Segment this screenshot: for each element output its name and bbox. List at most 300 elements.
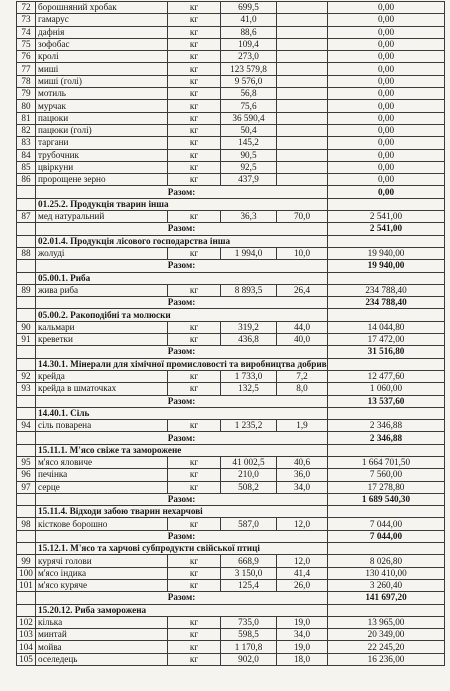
table-row — [17, 88, 445, 100]
item-price: 44,0 — [277, 321, 328, 333]
subtotal-sum: 13 537,60 — [328, 395, 445, 407]
section-blank — [17, 272, 36, 284]
item-sum: 0,00 — [328, 2, 445, 14]
subtotal-blank — [17, 395, 36, 407]
item-unit: кг — [168, 211, 221, 223]
item-unit: кг — [168, 555, 221, 567]
item-price: 10,0 — [277, 247, 328, 259]
row-number: 102 — [17, 616, 36, 628]
item-sum: 13 965,00 — [328, 616, 445, 628]
item-unit: кг — [168, 284, 221, 296]
item-price — [277, 88, 328, 100]
section-header-row — [17, 198, 445, 210]
row-number: 82 — [17, 124, 36, 136]
table-row — [17, 112, 445, 124]
table-row — [17, 174, 445, 186]
item-price — [277, 137, 328, 149]
item-sum: 0,00 — [328, 112, 445, 124]
subtotal-label: Разом: — [36, 395, 328, 407]
item-sum: 2 541,00 — [328, 211, 445, 223]
item-price: 40,0 — [277, 334, 328, 346]
item-price: 12,0 — [277, 555, 328, 567]
table-row — [17, 383, 445, 395]
item-quantity: 125,4 — [221, 579, 277, 591]
item-name: м'ясо яловиче — [36, 456, 168, 468]
subtotal-label: Разом: — [36, 186, 328, 198]
item-unit: кг — [168, 641, 221, 653]
item-sum: 20 349,00 — [328, 629, 445, 641]
subtotal-blank — [17, 223, 36, 235]
item-quantity: 123 579,8 — [221, 63, 277, 75]
item-sum: 3 260,40 — [328, 579, 445, 591]
subtotal-row — [17, 530, 445, 542]
item-price — [277, 124, 328, 136]
item-price: 26,0 — [277, 579, 328, 591]
item-unit: кг — [168, 2, 221, 14]
section-blank — [17, 543, 36, 555]
item-price: 36,0 — [277, 469, 328, 481]
item-quantity: 56,8 — [221, 88, 277, 100]
table-row — [17, 616, 445, 628]
table-row — [17, 321, 445, 333]
section-blank — [17, 506, 36, 518]
item-quantity: 8 893,5 — [221, 284, 277, 296]
item-unit: кг — [168, 247, 221, 259]
subtotal-sum: 2 346,88 — [328, 432, 445, 444]
item-price — [277, 100, 328, 112]
subtotal-blank — [17, 297, 36, 309]
row-number: 91 — [17, 334, 36, 346]
subtotal-label: Разом: — [36, 432, 328, 444]
row-number: 100 — [17, 567, 36, 579]
subtotal-sum: 31 516,80 — [328, 346, 445, 358]
item-price: 1,9 — [277, 420, 328, 432]
section-title: 15.12.1. М'ясо та харчові субпродукти свійської птиці — [36, 543, 328, 555]
row-number: 103 — [17, 629, 36, 641]
subtotal-sum: 141 697,20 — [328, 592, 445, 604]
item-name: сіль поварена — [36, 420, 168, 432]
item-price — [277, 38, 328, 50]
item-quantity: 437,9 — [221, 174, 277, 186]
item-unit: кг — [168, 124, 221, 136]
section-sum-blank — [328, 604, 445, 616]
item-quantity: 50,4 — [221, 124, 277, 136]
item-unit: кг — [168, 616, 221, 628]
table-row — [17, 629, 445, 641]
item-name: серце — [36, 481, 168, 493]
item-sum: 8 026,80 — [328, 555, 445, 567]
table-row — [17, 51, 445, 63]
row-number: 95 — [17, 456, 36, 468]
row-number: 94 — [17, 420, 36, 432]
item-unit: кг — [168, 161, 221, 173]
row-number: 75 — [17, 38, 36, 50]
subtotal-blank — [17, 530, 36, 542]
item-quantity: 1 235,2 — [221, 420, 277, 432]
item-sum: 12 477,60 — [328, 370, 445, 382]
item-price: 26,4 — [277, 284, 328, 296]
item-quantity: 145,2 — [221, 137, 277, 149]
item-unit: кг — [168, 100, 221, 112]
subtotal-sum: 2 541,00 — [328, 223, 445, 235]
table-row — [17, 579, 445, 591]
table-row — [17, 26, 445, 38]
item-price — [277, 2, 328, 14]
item-price: 12,0 — [277, 518, 328, 530]
section-blank — [17, 358, 36, 370]
item-name: мурчак — [36, 100, 168, 112]
subtotal-blank — [17, 493, 36, 505]
section-header-row — [17, 272, 445, 284]
row-number: 88 — [17, 247, 36, 259]
item-name: жива риба — [36, 284, 168, 296]
item-sum: 16 236,00 — [328, 653, 445, 665]
row-number: 96 — [17, 469, 36, 481]
item-price — [277, 51, 328, 63]
item-name: миші (голі) — [36, 75, 168, 87]
table-row — [17, 63, 445, 75]
item-quantity: 88,6 — [221, 26, 277, 38]
section-title: 05.00.2. Ракоподібні та молюски — [36, 309, 328, 321]
item-name: мед натуральний — [36, 211, 168, 223]
subtotal-sum: 7 044,00 — [328, 530, 445, 542]
table-row — [17, 2, 445, 14]
section-header-row — [17, 444, 445, 456]
section-title: 14.30.1. Мінерали для хімічної промисловості та виробництва добрив — [36, 358, 328, 370]
table-row — [17, 137, 445, 149]
item-unit: кг — [168, 14, 221, 26]
row-number: 83 — [17, 137, 36, 149]
item-unit: кг — [168, 579, 221, 591]
item-price — [277, 75, 328, 87]
item-unit: кг — [168, 383, 221, 395]
row-number: 101 — [17, 579, 36, 591]
subtotal-sum: 0,00 — [328, 186, 445, 198]
row-number: 84 — [17, 149, 36, 161]
item-price — [277, 174, 328, 186]
table-row — [17, 149, 445, 161]
item-quantity: 587,0 — [221, 518, 277, 530]
item-sum: 0,00 — [328, 149, 445, 161]
table-row — [17, 469, 445, 481]
section-title: 14.40.1. Сіль — [36, 407, 328, 419]
item-name: жолуді — [36, 247, 168, 259]
section-title: 01.25.2. Продукція тварин інша — [36, 198, 328, 210]
row-number: 80 — [17, 100, 36, 112]
item-unit: кг — [168, 149, 221, 161]
section-header-row — [17, 407, 445, 419]
item-name: кілька — [36, 616, 168, 628]
subtotal-blank — [17, 432, 36, 444]
item-name: кісткове борошно — [36, 518, 168, 530]
item-name: мойва — [36, 641, 168, 653]
item-quantity: 36 590,4 — [221, 112, 277, 124]
item-name: м'ясо куряче — [36, 579, 168, 591]
section-blank — [17, 407, 36, 419]
item-sum: 0,00 — [328, 38, 445, 50]
item-unit: кг — [168, 174, 221, 186]
item-unit: кг — [168, 112, 221, 124]
goods-table — [16, 1, 445, 666]
table-row — [17, 641, 445, 653]
subtotal-label: Разом: — [36, 297, 328, 309]
row-number: 99 — [17, 555, 36, 567]
item-sum: 1 664 701,50 — [328, 456, 445, 468]
item-quantity: 109,4 — [221, 38, 277, 50]
subtotal-label: Разом: — [36, 592, 328, 604]
item-price: 70,0 — [277, 211, 328, 223]
item-quantity: 699,5 — [221, 2, 277, 14]
item-price — [277, 112, 328, 124]
item-quantity: 132,5 — [221, 383, 277, 395]
item-name: мотиль — [36, 88, 168, 100]
item-name: курячі голови — [36, 555, 168, 567]
item-quantity: 75,6 — [221, 100, 277, 112]
subtotal-row — [17, 493, 445, 505]
item-name: креветки — [36, 334, 168, 346]
item-unit: кг — [168, 481, 221, 493]
item-sum: 2 346,88 — [328, 420, 445, 432]
row-number: 73 — [17, 14, 36, 26]
item-name: гамарус — [36, 14, 168, 26]
item-quantity: 735,0 — [221, 616, 277, 628]
item-unit: кг — [168, 63, 221, 75]
section-title: 15.11.1. М'ясо свіже та заморожене — [36, 444, 328, 456]
row-number: 105 — [17, 653, 36, 665]
subtotal-sum: 1 689 540,30 — [328, 493, 445, 505]
row-number: 87 — [17, 211, 36, 223]
item-quantity: 92,5 — [221, 161, 277, 173]
section-sum-blank — [328, 198, 445, 210]
subtotal-row — [17, 186, 445, 198]
row-number: 89 — [17, 284, 36, 296]
item-unit: кг — [168, 469, 221, 481]
table-row — [17, 518, 445, 530]
item-sum: 0,00 — [328, 174, 445, 186]
item-quantity: 210,0 — [221, 469, 277, 481]
subtotal-label: Разом: — [36, 223, 328, 235]
item-name: крейда в шматочках — [36, 383, 168, 395]
subtotal-label: Разом: — [36, 260, 328, 272]
item-quantity: 436,8 — [221, 334, 277, 346]
item-name: кролі — [36, 51, 168, 63]
row-number: 74 — [17, 26, 36, 38]
section-sum-blank — [328, 407, 445, 419]
table-row — [17, 481, 445, 493]
row-number: 72 — [17, 2, 36, 14]
item-quantity: 902,0 — [221, 653, 277, 665]
item-quantity: 1 170,8 — [221, 641, 277, 653]
item-name: пацюки — [36, 112, 168, 124]
item-price: 7,2 — [277, 370, 328, 382]
item-name: дафнія — [36, 26, 168, 38]
subtotal-label: Разом: — [36, 530, 328, 542]
subtotal-row — [17, 260, 445, 272]
subtotal-row — [17, 346, 445, 358]
item-unit: кг — [168, 370, 221, 382]
row-number: 79 — [17, 88, 36, 100]
section-blank — [17, 235, 36, 247]
subtotal-row — [17, 432, 445, 444]
subtotal-sum: 19 940,00 — [328, 260, 445, 272]
item-sum: 0,00 — [328, 63, 445, 75]
item-price: 34,0 — [277, 629, 328, 641]
table-row — [17, 456, 445, 468]
table-row — [17, 75, 445, 87]
section-title: 15.11.4. Відходи забою тварин нехарчові — [36, 506, 328, 518]
item-sum: 7 560,00 — [328, 469, 445, 481]
subtotal-row — [17, 223, 445, 235]
section-title: 05.00.1. Риба — [36, 272, 328, 284]
item-price: 40,6 — [277, 456, 328, 468]
section-header-row — [17, 604, 445, 616]
table-row — [17, 247, 445, 259]
section-header-row — [17, 235, 445, 247]
section-blank — [17, 309, 36, 321]
item-unit: кг — [168, 456, 221, 468]
item-unit: кг — [168, 518, 221, 530]
subtotal-row — [17, 395, 445, 407]
table-row — [17, 211, 445, 223]
item-price — [277, 63, 328, 75]
item-quantity: 41,0 — [221, 14, 277, 26]
item-quantity: 1 994,0 — [221, 247, 277, 259]
row-number: 81 — [17, 112, 36, 124]
item-sum: 1 060,00 — [328, 383, 445, 395]
item-quantity: 90,5 — [221, 149, 277, 161]
section-sum-blank — [328, 543, 445, 555]
item-price: 19,0 — [277, 616, 328, 628]
item-unit: кг — [168, 567, 221, 579]
item-name: пацюки (голі) — [36, 124, 168, 136]
item-sum: 19 940,00 — [328, 247, 445, 259]
table-row — [17, 124, 445, 136]
item-unit: кг — [168, 137, 221, 149]
item-sum: 22 245,20 — [328, 641, 445, 653]
section-header-row — [17, 309, 445, 321]
subtotal-label: Разом: — [36, 346, 328, 358]
item-price — [277, 26, 328, 38]
table-row — [17, 370, 445, 382]
table-row — [17, 567, 445, 579]
subtotal-row — [17, 297, 445, 309]
item-name: оселедець — [36, 653, 168, 665]
subtotal-blank — [17, 260, 36, 272]
item-name: таргани — [36, 137, 168, 149]
section-sum-blank — [328, 506, 445, 518]
item-name: цвіркуни — [36, 161, 168, 173]
section-blank — [17, 444, 36, 456]
item-name: трубочник — [36, 149, 168, 161]
item-name: крейда — [36, 370, 168, 382]
section-title: 15.20.12. Риба заморожена — [36, 604, 328, 616]
item-price: 19,0 — [277, 641, 328, 653]
row-number: 98 — [17, 518, 36, 530]
item-unit: кг — [168, 75, 221, 87]
item-quantity: 41 002,5 — [221, 456, 277, 468]
item-name: м'ясо індика — [36, 567, 168, 579]
row-number: 76 — [17, 51, 36, 63]
item-unit: кг — [168, 38, 221, 50]
section-sum-blank — [328, 309, 445, 321]
item-sum: 17 472,00 — [328, 334, 445, 346]
subtotal-row — [17, 592, 445, 604]
item-sum: 0,00 — [328, 124, 445, 136]
item-sum: 14 044,80 — [328, 321, 445, 333]
item-quantity: 36,3 — [221, 211, 277, 223]
row-number: 86 — [17, 174, 36, 186]
subtotal-blank — [17, 592, 36, 604]
table-row — [17, 100, 445, 112]
item-unit: кг — [168, 420, 221, 432]
item-sum: 0,00 — [328, 26, 445, 38]
item-price — [277, 161, 328, 173]
table-row — [17, 161, 445, 173]
row-number: 78 — [17, 75, 36, 87]
item-unit: кг — [168, 653, 221, 665]
item-quantity: 319,2 — [221, 321, 277, 333]
item-quantity: 273,0 — [221, 51, 277, 63]
item-name: борошняний хробак — [36, 2, 168, 14]
row-number: 92 — [17, 370, 36, 382]
table-row — [17, 420, 445, 432]
goods-table-body — [17, 2, 445, 666]
section-title: 02.01.4. Продукція лісового господарства інша — [36, 235, 328, 247]
item-sum: 0,00 — [328, 51, 445, 63]
item-sum: 17 278,80 — [328, 481, 445, 493]
item-sum: 7 044,00 — [328, 518, 445, 530]
row-number: 97 — [17, 481, 36, 493]
item-quantity: 3 150,0 — [221, 567, 277, 579]
item-quantity: 9 576,0 — [221, 75, 277, 87]
item-sum: 0,00 — [328, 88, 445, 100]
item-name: зофобас — [36, 38, 168, 50]
item-sum: 130 410,00 — [328, 567, 445, 579]
table-row — [17, 653, 445, 665]
subtotal-label: Разом: — [36, 493, 328, 505]
item-unit: кг — [168, 26, 221, 38]
section-header-row — [17, 506, 445, 518]
section-sum-blank — [328, 272, 445, 284]
item-sum: 0,00 — [328, 137, 445, 149]
row-number: 85 — [17, 161, 36, 173]
table-row — [17, 334, 445, 346]
table-row — [17, 555, 445, 567]
table-row — [17, 284, 445, 296]
row-number: 93 — [17, 383, 36, 395]
item-unit: кг — [168, 321, 221, 333]
item-price: 41,4 — [277, 567, 328, 579]
item-price: 8,0 — [277, 383, 328, 395]
item-quantity: 1 733,0 — [221, 370, 277, 382]
section-header-row — [17, 543, 445, 555]
row-number: 77 — [17, 63, 36, 75]
item-sum: 0,00 — [328, 100, 445, 112]
item-sum: 0,00 — [328, 14, 445, 26]
item-unit: кг — [168, 629, 221, 641]
item-unit: кг — [168, 51, 221, 63]
section-blank — [17, 604, 36, 616]
subtotal-sum: 234 788,40 — [328, 297, 445, 309]
item-quantity: 668,9 — [221, 555, 277, 567]
item-sum: 0,00 — [328, 75, 445, 87]
item-sum: 0,00 — [328, 161, 445, 173]
item-name: печінка — [36, 469, 168, 481]
item-name: кальмари — [36, 321, 168, 333]
item-unit: кг — [168, 88, 221, 100]
section-sum-blank — [328, 235, 445, 247]
item-price — [277, 14, 328, 26]
